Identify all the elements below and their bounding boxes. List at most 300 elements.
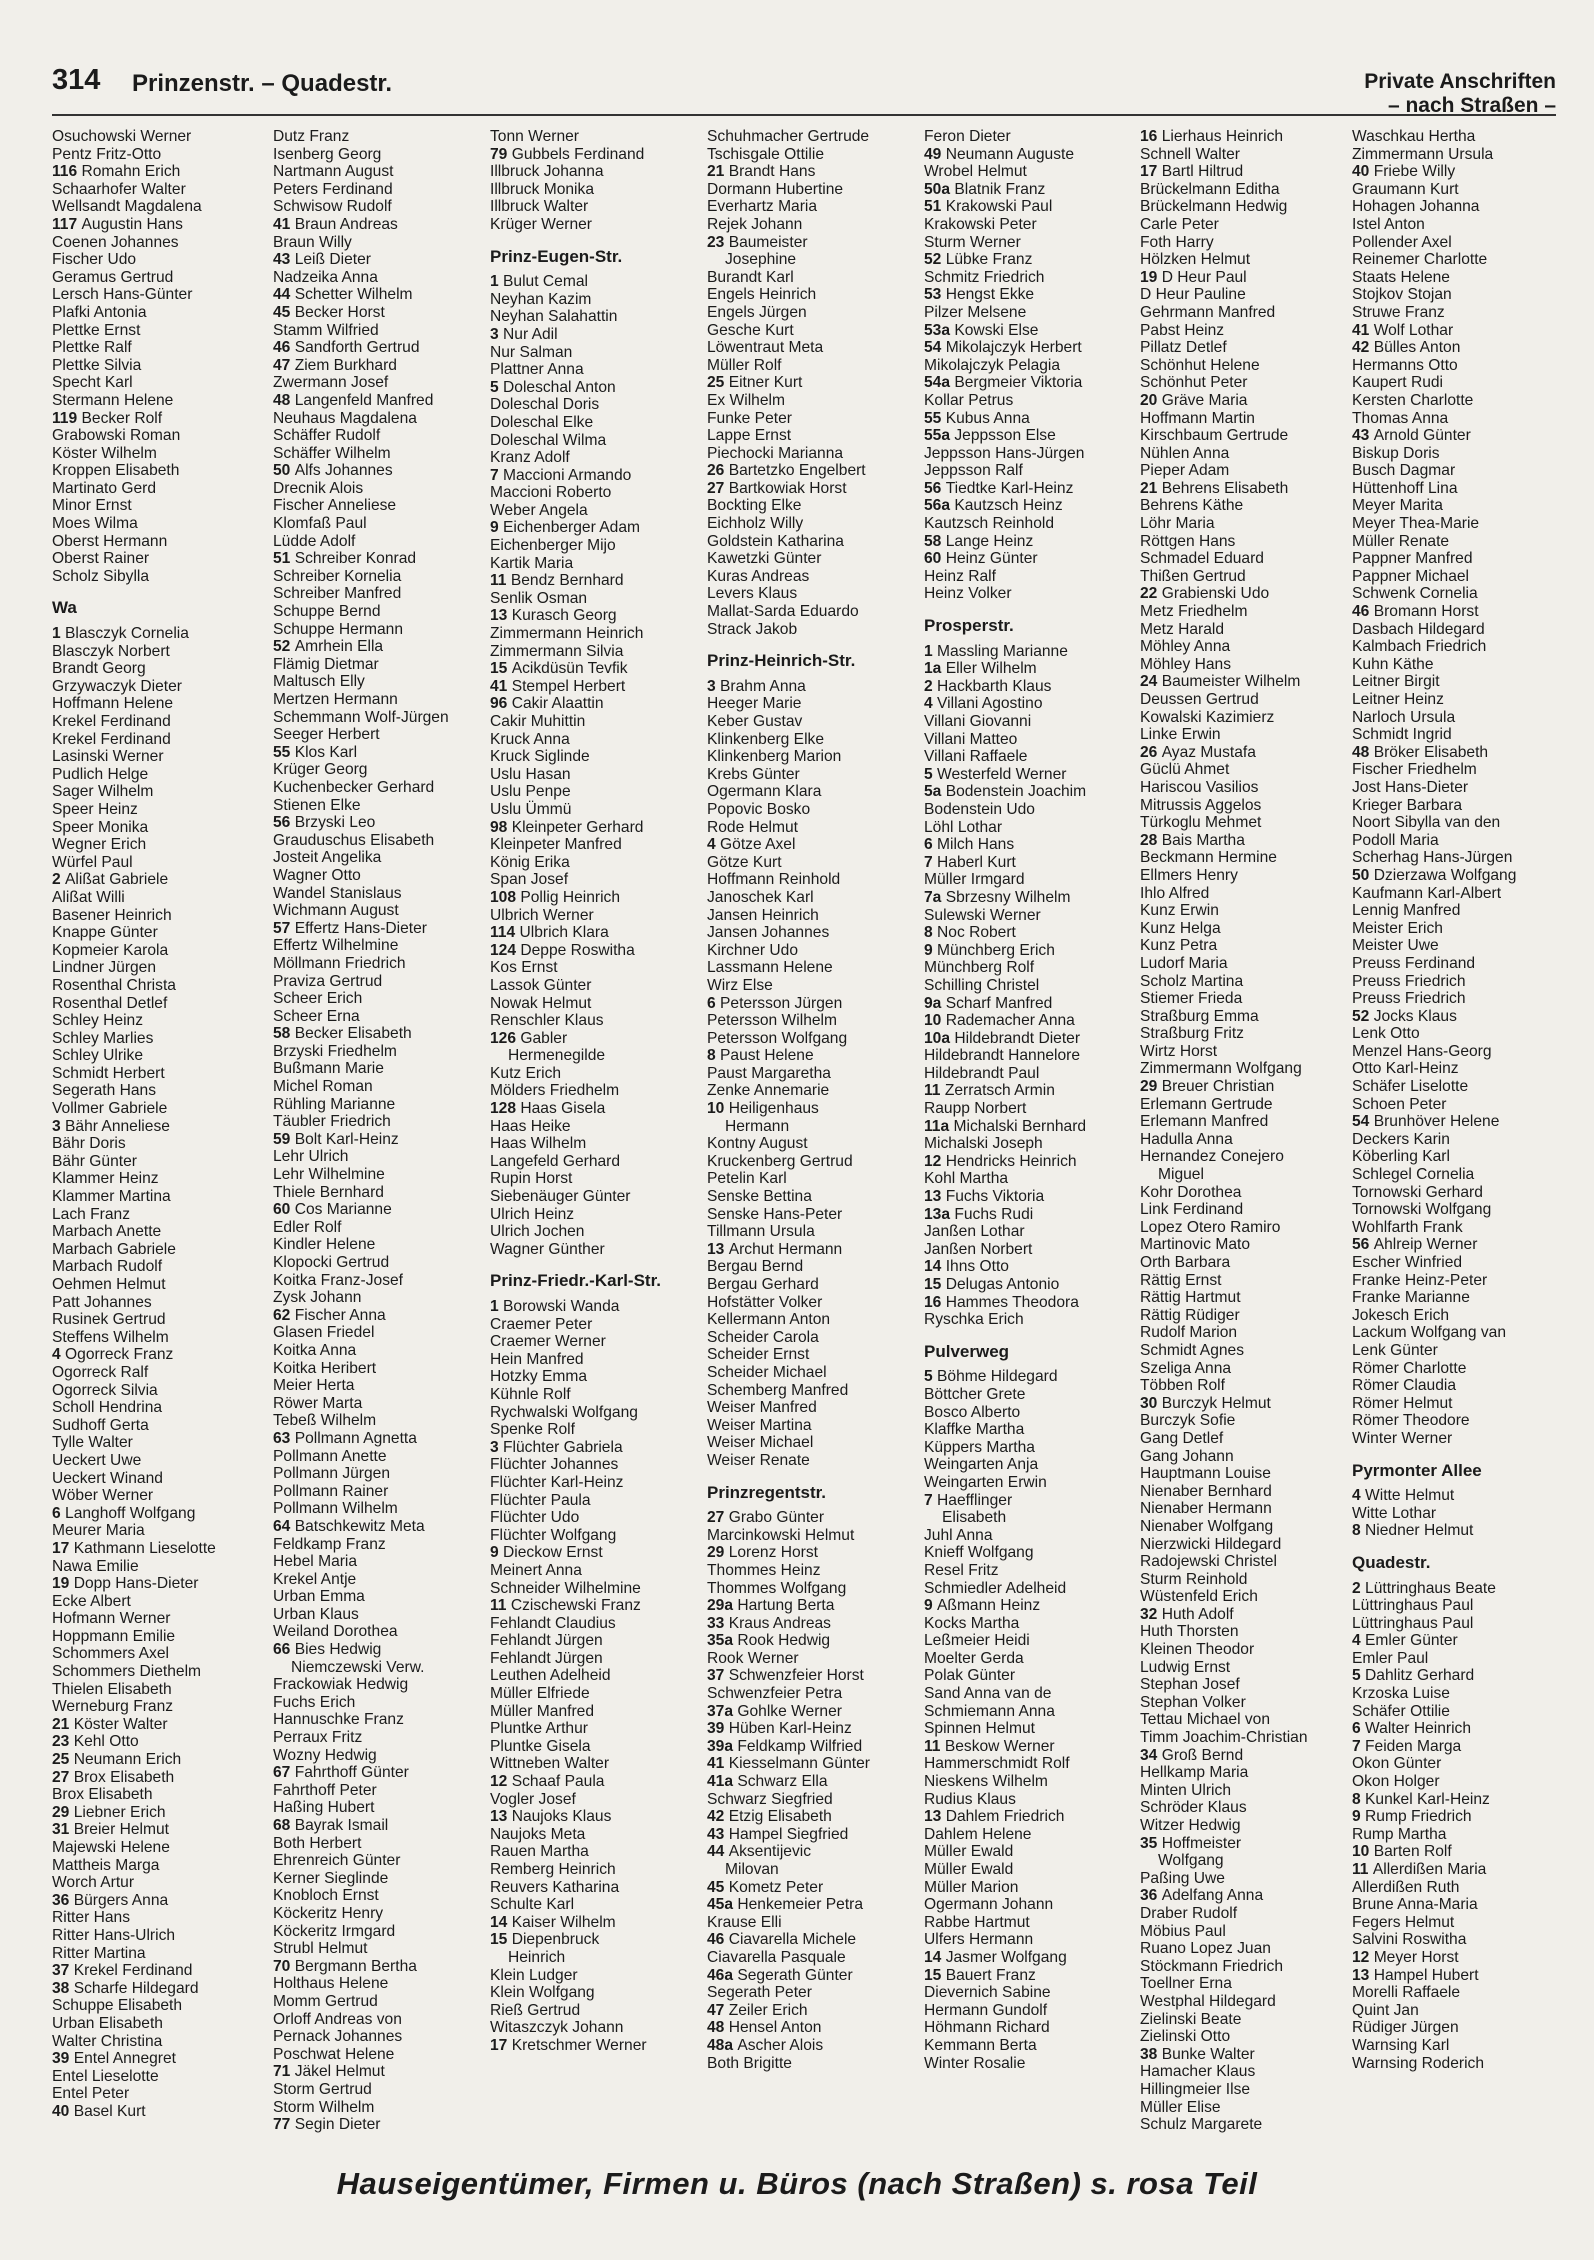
house-number: 15 — [924, 1276, 946, 1293]
house-number: 1a — [924, 660, 946, 678]
resident-entry: Bähr Doris — [52, 1135, 126, 1153]
resident-entry: Link Ferdinand — [1140, 1201, 1244, 1219]
resident-entry: 8 Noc Robert — [924, 924, 1016, 942]
resident-entry: Sand Anna van de — [924, 1685, 1052, 1703]
resident-entry: Röttgen Hans — [1140, 532, 1236, 550]
resident-entry: Linke Erwin — [1140, 726, 1221, 744]
resident-entry: 46 Bromann Horst — [1352, 603, 1479, 621]
resident-entry: Löhr Maria — [1140, 515, 1215, 533]
resident-entry: 3 Brahm Anna — [707, 677, 806, 695]
house-number: 42 — [1352, 339, 1374, 357]
resident-entry: Römer Charlotte — [1352, 1359, 1467, 1377]
resident-entry: Schmiemann Anna — [924, 1702, 1055, 1720]
resident-entry: 108 Pollig Heinrich — [490, 888, 621, 906]
resident-entry: Foth Harry — [1140, 233, 1214, 251]
house-number: 14 — [924, 1948, 946, 1966]
house-number: 9 — [924, 1597, 938, 1615]
resident-entry: Klammer Heinz — [52, 1170, 159, 1188]
resident-entry: 3 Nur Adil — [490, 325, 558, 343]
house-number: 50 — [273, 462, 295, 480]
resident-entry: Kartik Maria — [490, 554, 574, 572]
resident-entry: Tornowski Wolfgang — [1352, 1201, 1492, 1219]
house-number: 4 — [1352, 1632, 1366, 1650]
entry-continuation: Elisabeth — [942, 1509, 1007, 1527]
resident-entry: Urban Klaus — [273, 1605, 359, 1623]
resident-entry: Klammer Martina — [52, 1188, 171, 1206]
resident-entry: Rättig Hartmut — [1140, 1289, 1241, 1307]
resident-entry: Hoffmann Reinhold — [707, 871, 841, 889]
house-number: 41 — [1352, 321, 1374, 339]
resident-entry: 6 Petersson Jürgen — [707, 994, 843, 1012]
resident-entry: Gang Detlef — [1140, 1429, 1224, 1447]
resident-entry: Tornowski Gerhard — [1352, 1183, 1483, 1201]
resident-entry: Schemberg Manfred — [707, 1381, 849, 1399]
house-number: 29 — [52, 1803, 74, 1821]
resident-entry: Hamacher Klaus — [1140, 2063, 1256, 2081]
resident-entry: Türkoglu Mehmet — [1140, 814, 1262, 832]
resident-entry: Senske Hans-Peter — [707, 1205, 843, 1223]
resident-entry: 62 Fischer Anna — [273, 1306, 386, 1324]
resident-entry: Ellmers Henry — [1140, 866, 1238, 884]
house-number: 29a — [707, 1597, 738, 1615]
resident-entry: Zenke Annemarie — [707, 1082, 830, 1100]
house-number: 15 — [924, 1966, 946, 1984]
resident-entry: Fischer Udo — [52, 251, 137, 269]
resident-entry: Zimmermann Ursula — [1352, 145, 1494, 163]
entry-continuation: Niemczewski Verw. — [291, 1658, 425, 1676]
resident-entry: Schlegel Cornelia — [1352, 1166, 1475, 1184]
resident-entry: Schwisow Rudolf — [273, 198, 392, 216]
resident-entry: Mikolajczyk Pelagia — [924, 356, 1061, 374]
resident-entry: Oehmen Helmut — [52, 1276, 166, 1293]
resident-entry: Klaffke Martha — [924, 1421, 1025, 1439]
house-number: 5 — [490, 378, 504, 396]
resident-entry: Hariscou Vasilios — [1140, 778, 1259, 796]
house-number: 13 — [490, 1808, 512, 1826]
resident-entry: Schreiber Kornelia — [273, 567, 402, 585]
resident-entry: Küppers Martha — [924, 1438, 1035, 1456]
house-number: 36 — [52, 1891, 74, 1909]
resident-entry: Müller Elfriede — [490, 1685, 590, 1703]
resident-entry: Kocks Martha — [924, 1614, 1020, 1632]
street-heading: Prinz-Eugen-Str. — [490, 246, 623, 266]
street-heading: Prinz-Heinrich-Str. — [707, 651, 856, 671]
house-number: 23 — [707, 233, 729, 251]
resident-entry: Zielinski Otto — [1140, 2028, 1231, 2046]
resident-entry: Noort Sibylla van den — [1352, 814, 1501, 832]
house-number: 22 — [1140, 585, 1162, 603]
resident-entry: 52 Jocks Klaus — [1352, 1007, 1457, 1025]
resident-entry: Tschisgale Ottilie — [707, 145, 824, 163]
resident-entry: Hotzky Emma — [490, 1368, 588, 1386]
resident-entry: 41 Stempel Herbert — [490, 677, 626, 695]
house-number: 26 — [1140, 743, 1162, 761]
resident-entry: Ogorreck Ralf — [52, 1363, 149, 1381]
resident-entry: 52 Amrhein Ella — [273, 638, 384, 656]
resident-entry: Okon Holger — [1352, 1773, 1440, 1791]
house-number: 25 — [52, 1751, 74, 1769]
resident-entry: Lindner Jürgen — [52, 959, 157, 977]
resident-entry: Ludorf Maria — [1140, 954, 1228, 972]
resident-entry: Strubl Helmut — [273, 1940, 368, 1958]
resident-entry: 40 Friebe Willy — [1352, 163, 1456, 181]
resident-entry: Marbach Anette — [52, 1223, 162, 1241]
resident-entry: Römer Claudia — [1352, 1377, 1457, 1395]
resident-entry: 44 Aksentijevic — [707, 1843, 812, 1861]
resident-entry: Köster Wilhelm — [52, 444, 157, 462]
street-heading: Prosperstr. — [924, 616, 1014, 636]
resident-entry: Kemmann Berta — [924, 2036, 1037, 2054]
resident-entry: 39a Feldkamp Wilfried — [707, 1737, 863, 1755]
resident-entry: Pollmann Wilhelm — [273, 1500, 398, 1518]
resident-entry: 17 Bartl Hiltrud — [1140, 163, 1244, 181]
resident-entry: Scheider Ernst — [707, 1346, 810, 1364]
resident-entry: 71 Jäkel Helmut — [273, 2063, 385, 2081]
resident-entry: Burczyk Sofie — [1140, 1412, 1236, 1430]
resident-entry: Schwarz Siegfried — [707, 1790, 833, 1808]
resident-entry: Lehr Ulrich — [273, 1148, 349, 1166]
resident-entry: 1 Massling Marianne — [924, 642, 1068, 660]
resident-entry: Rudius Klaus — [924, 1790, 1016, 1808]
resident-entry: Juhl Anna — [924, 1526, 993, 1544]
resident-entry: Josteit Angelika — [273, 849, 382, 867]
resident-entry: Kunz Erwin — [1140, 902, 1219, 920]
resident-entry: Senske Bettina — [707, 1188, 812, 1206]
house-number: 55a — [924, 427, 955, 445]
resident-entry: Vogler Josef — [490, 1790, 576, 1808]
house-number: 51 — [924, 198, 946, 216]
resident-entry: Kunz Petra — [1140, 937, 1218, 955]
resident-entry: Schreiber Manfred — [273, 585, 402, 603]
resident-entry: Rump Martha — [1352, 1825, 1447, 1843]
house-number: 5 — [924, 1368, 938, 1386]
resident-entry: Schmitz Friedrich — [924, 268, 1045, 286]
resident-entry: 22 Grabienski Udo — [1140, 585, 1270, 603]
resident-entry: Bosco Alberto — [924, 1403, 1021, 1421]
resident-entry: Krekel Ferdinand — [52, 730, 171, 748]
resident-entry: 124 Deppe Roswitha — [490, 941, 635, 959]
resident-entry: Kopmeier Karola — [52, 941, 169, 959]
resident-entry: Würfel Paul — [52, 853, 133, 871]
resident-entry: Minor Ernst — [52, 497, 132, 515]
resident-entry: 128 Haas Gisela — [490, 1100, 606, 1118]
resident-entry: Sturm Reinhold — [1140, 1570, 1248, 1588]
resident-entry: Schley Heinz — [52, 1012, 144, 1030]
house-number: 19 — [52, 1575, 74, 1593]
resident-entry: Hadulla Anna — [1140, 1130, 1233, 1148]
resident-entry: 13a Fuchs Rudi — [924, 1205, 1034, 1223]
house-number: 34 — [1140, 1746, 1162, 1764]
directory-column — [273, 128, 485, 2134]
resident-entry: Doleschal Elke — [490, 413, 594, 431]
resident-entry: Doleschal Wilma — [490, 431, 607, 449]
resident-entry: Janßen Norbert — [924, 1240, 1033, 1258]
house-number: 37 — [707, 1667, 729, 1685]
resident-entry: Witte Lothar — [1352, 1504, 1437, 1522]
resident-entry: Scherhag Hans-Jürgen — [1352, 849, 1513, 867]
resident-entry: Löwentraut Meta — [707, 339, 824, 357]
resident-entry: Stienen Elke — [273, 796, 361, 814]
resident-entry: Segerath Peter — [707, 1984, 812, 2002]
resident-entry: Peters Ferdinand — [273, 180, 393, 198]
resident-entry: Thommes Wolfgang — [707, 1579, 847, 1597]
street-heading: Quadestr. — [1352, 1552, 1431, 1572]
resident-entry: 48 Bröker Elisabeth — [1352, 743, 1489, 761]
resident-entry: 50 Dzierzawa Wolfgang — [1352, 866, 1517, 884]
house-number: 41 — [707, 1755, 729, 1773]
resident-entry: Lenk Günter — [1352, 1341, 1438, 1359]
resident-entry: 39 Hüben Karl-Heinz — [707, 1720, 852, 1738]
resident-entry: 19 Dopp Hans-Dieter — [52, 1575, 199, 1593]
resident-entry: 6 Milch Hans — [924, 836, 1015, 854]
directory-column — [1352, 128, 1564, 2072]
resident-entry: Scheer Erna — [273, 1007, 360, 1025]
resident-entry: Stamm Wilfried — [273, 321, 379, 339]
resident-entry: Lüttringhaus Paul — [1352, 1597, 1474, 1615]
house-number: 27 — [707, 479, 729, 497]
resident-entry: Schwenzfeier Petra — [707, 1685, 843, 1703]
resident-entry: Eichholz Willy — [707, 515, 804, 533]
resident-entry: Flüchter Paula — [490, 1491, 591, 1509]
house-number: 56 — [273, 814, 295, 832]
resident-entry: 40 Basel Kurt — [52, 2102, 146, 2120]
resident-entry: Scheider Carola — [707, 1328, 819, 1346]
resident-entry: 114 Ulbrich Klara — [490, 924, 609, 942]
house-number: 62 — [273, 1306, 295, 1324]
resident-entry: Kaupert Rudi — [1352, 374, 1444, 392]
resident-entry: 37 Krekel Ferdinand — [52, 1962, 193, 1980]
resident-entry: Münchberg Rolf — [924, 959, 1035, 977]
resident-entry: Petersson Wolfgang — [707, 1029, 848, 1047]
resident-entry: Koitka Anna — [273, 1341, 357, 1359]
resident-entry: Grauduschus Elisabeth — [273, 831, 435, 849]
resident-entry: Nühlen Anna — [1140, 444, 1230, 462]
house-number: 12 — [1352, 1948, 1374, 1966]
resident-entry: Thielen Elisabeth — [52, 1680, 172, 1698]
resident-entry: 5 Westerfeld Werner — [924, 765, 1067, 783]
resident-entry: Michalski Joseph — [924, 1135, 1043, 1153]
resident-entry: Hofmann Werner — [52, 1610, 171, 1628]
resident-entry: Schaarhofer Walter — [52, 180, 186, 198]
resident-entry: Villani Raffaele — [924, 748, 1028, 766]
house-number: 13 — [924, 1808, 946, 1826]
resident-entry: Fehlandt Jürgen — [490, 1649, 603, 1667]
resident-entry: Spenke Rolf — [490, 1421, 575, 1439]
resident-entry: 45 Becker Horst — [273, 303, 385, 321]
house-number: 6 — [52, 1504, 66, 1522]
resident-entry: Gehrmann Manfred — [1140, 303, 1276, 321]
resident-entry: Wrobel Helmut — [924, 163, 1027, 181]
house-number: 4 — [1352, 1487, 1366, 1505]
house-number: 13 — [924, 1188, 946, 1206]
house-number: 124 — [490, 941, 521, 959]
directory-column — [707, 128, 919, 2072]
resident-entry: Brandt Georg — [52, 660, 146, 678]
resident-entry: Rättig Rüdiger — [1140, 1306, 1240, 1324]
house-number: 56 — [924, 479, 946, 497]
resident-entry: Stöckmann Friedrich — [1140, 1957, 1283, 1975]
house-number: 35a — [707, 1632, 738, 1650]
resident-entry: Meinert Anna — [490, 1561, 582, 1579]
resident-entry: Dasbach Hildegard — [1352, 620, 1485, 638]
resident-entry: Bußmann Marie — [273, 1060, 384, 1078]
house-number: 55 — [924, 409, 946, 427]
resident-entry: 4 Witte Helmut — [1352, 1487, 1455, 1505]
house-number: 47 — [273, 356, 295, 374]
resident-entry: 29 Breuer Christian — [1140, 1078, 1275, 1096]
resident-entry: 10 Barten Rolf — [1352, 1843, 1452, 1861]
resident-entry: Kowalski Kazimierz — [1140, 708, 1275, 726]
resident-entry: Klein Wolfgang — [490, 1984, 595, 2002]
resident-entry: Schuppe Elisabeth — [52, 1997, 183, 2015]
resident-entry: Krzoska Luise — [1352, 1685, 1450, 1703]
resident-entry: Nur Salman — [490, 343, 573, 361]
resident-entry: Wichmann August — [273, 902, 399, 920]
house-number: 55 — [273, 743, 295, 761]
resident-entry: Schilling Christel — [924, 976, 1040, 994]
resident-entry: Burandt Karl — [707, 268, 794, 286]
resident-entry: 48 Hensel Anton — [707, 2019, 822, 2037]
resident-entry: 27 Grabo Günter — [707, 1509, 825, 1527]
resident-entry: Böttcher Grete — [924, 1385, 1026, 1403]
house-number: 54a — [924, 374, 955, 392]
resident-entry: Ulrich Heinz — [490, 1205, 575, 1223]
section-subtitle: – nach Straßen – — [1387, 94, 1556, 117]
resident-entry: Specht Karl — [52, 374, 133, 392]
resident-entry: Coenen Johannes — [52, 233, 179, 251]
house-number: 11 — [490, 1597, 511, 1615]
house-number: 7 — [1352, 1737, 1366, 1755]
resident-entry: Klopocki Gertrud — [273, 1254, 390, 1271]
resident-entry: Lenk Otto — [1352, 1025, 1420, 1043]
resident-entry: 7 Maccioni Armando — [490, 466, 632, 484]
house-number: 54 — [1352, 1113, 1374, 1131]
resident-entry: 30 Burczyk Helmut — [1140, 1394, 1271, 1412]
house-number: 16 — [1140, 128, 1162, 145]
resident-entry: Gang Johann — [1140, 1447, 1234, 1465]
resident-entry: Dutz Franz — [273, 128, 350, 145]
resident-entry: 45 Kometz Peter — [707, 1878, 824, 1896]
resident-entry: Lüdde Adolf — [273, 532, 356, 550]
header-rule — [52, 114, 1556, 116]
resident-entry: Thiele Bernhard — [273, 1183, 384, 1201]
resident-entry: Rosenthal Detlef — [52, 994, 168, 1012]
resident-entry: Kruckenberg Gertrud — [707, 1152, 853, 1170]
resident-entry: 37 Schwenzfeier Horst — [707, 1667, 864, 1685]
resident-entry: Perraux Fritz — [273, 1729, 363, 1747]
resident-entry: Möhley Anna — [1140, 638, 1231, 656]
house-number: 37 — [52, 1962, 74, 1980]
house-number: 42 — [707, 1808, 729, 1826]
resident-entry: Funke Peter — [707, 409, 792, 427]
resident-entry: Kranz Adolf — [490, 449, 570, 467]
resident-entry: 17 Kretschmer Werner — [490, 2036, 647, 2054]
resident-entry: Brox Elisabeth — [52, 1786, 153, 1804]
resident-entry: 11a Michalski Bernhard — [924, 1117, 1087, 1135]
house-number: 10 — [924, 1012, 946, 1030]
resident-entry: Rühling Marianne — [273, 1095, 396, 1113]
resident-entry: Thommes Heinz — [707, 1561, 821, 1579]
resident-entry: 2 Lüttringhaus Beate — [1352, 1579, 1496, 1597]
resident-entry: Heinz Ralf — [924, 567, 996, 585]
resident-entry: Schley Ulrike — [52, 1047, 143, 1065]
resident-entry: Kleinpeter Manfred — [490, 836, 622, 854]
resident-entry: Köckeritz Henry — [273, 1904, 384, 1922]
resident-entry: Mattheis Marga — [52, 1856, 160, 1874]
resident-entry: 55a Jeppsson Else — [924, 427, 1056, 445]
resident-entry: 36 Adelfang Anna — [1140, 1887, 1264, 1905]
resident-entry: 43 Leiß Dieter — [273, 251, 371, 269]
resident-entry: Ehrenreich Günter — [273, 1852, 401, 1870]
house-number: 9 — [490, 1544, 504, 1562]
resident-entry: Ritter Hans-Ulrich — [52, 1926, 176, 1944]
resident-entry: 46a Segerath Günter — [707, 1966, 853, 1984]
resident-entry: 21 Behrens Elisabeth — [1140, 479, 1289, 497]
house-number: 41 — [273, 215, 295, 233]
house-number: 6 — [1352, 1720, 1366, 1738]
resident-entry: Weiser Martina — [707, 1416, 812, 1434]
house-number: 1 — [52, 625, 66, 643]
house-number: 15 — [490, 1931, 512, 1949]
house-number: 9 — [490, 519, 504, 537]
house-number: 28 — [1140, 831, 1162, 849]
resident-entry: Krause Elli — [707, 1913, 782, 1931]
resident-entry: Jansen Johannes — [707, 924, 830, 942]
resident-entry: Ihlo Alfred — [1140, 884, 1210, 902]
resident-entry: Nowak Helmut — [490, 994, 592, 1012]
house-number: 23 — [52, 1733, 74, 1751]
resident-entry: Rode Helmut — [707, 818, 799, 836]
resident-entry: Pillatz Detlef — [1140, 339, 1227, 357]
resident-entry: 14 Kaiser Wilhelm — [490, 1913, 616, 1931]
resident-entry: 5a Bodenstein Joachim — [924, 783, 1087, 801]
house-number: 6 — [924, 836, 938, 854]
house-number: 48 — [707, 2019, 729, 2037]
resident-entry: Rabbe Hartmut — [924, 1913, 1030, 1931]
resident-entry: Schneider Wilhelmine — [490, 1579, 641, 1597]
resident-entry: Ritter Martina — [52, 1944, 146, 1962]
resident-entry: Schemmann Wolf-Jürgen — [273, 708, 449, 726]
house-number: 59 — [273, 1130, 295, 1148]
house-number: 4 — [924, 695, 938, 713]
house-number: 46a — [707, 1966, 738, 1984]
resident-entry: Pabst Heinz — [1140, 321, 1225, 339]
resident-entry: Haßing Hubert — [273, 1799, 375, 1817]
resident-entry: Wozny Hedwig — [273, 1746, 377, 1764]
resident-entry: Mertzen Hermann — [273, 691, 398, 708]
resident-entry: Braun Willy — [273, 233, 352, 251]
entry-continuation: Milovan — [725, 1861, 779, 1878]
resident-entry: 50 Alfs Johannes — [273, 462, 393, 480]
resident-entry: Stermann Helene — [52, 391, 174, 409]
house-number: 37a — [707, 1702, 738, 1720]
house-number: 31 — [52, 1821, 74, 1839]
resident-entry: Tonn Werner — [490, 128, 579, 145]
resident-entry: Kollar Petrus — [924, 391, 1014, 409]
resident-entry: Ogermann Klara — [707, 783, 822, 801]
resident-entry: 26 Bartetzko Engelbert — [707, 462, 866, 480]
house-number: 58 — [924, 532, 946, 550]
resident-entry: Hauptmann Louise — [1140, 1465, 1271, 1483]
resident-entry: 9 Aßmann Heinz — [924, 1597, 1041, 1615]
resident-entry: Nienaber Hermann — [1140, 1500, 1272, 1518]
resident-entry: Neyhan Salahattin — [490, 308, 618, 326]
resident-entry: Lassok Günter — [490, 976, 592, 994]
resident-entry: 26 Ayaz Mustafa — [1140, 743, 1256, 761]
resident-entry: Römer Helmut — [1352, 1394, 1453, 1412]
resident-entry: Entel Lieselotte — [52, 2067, 159, 2085]
resident-entry: Westphal Hildegard — [1140, 1992, 1276, 2010]
